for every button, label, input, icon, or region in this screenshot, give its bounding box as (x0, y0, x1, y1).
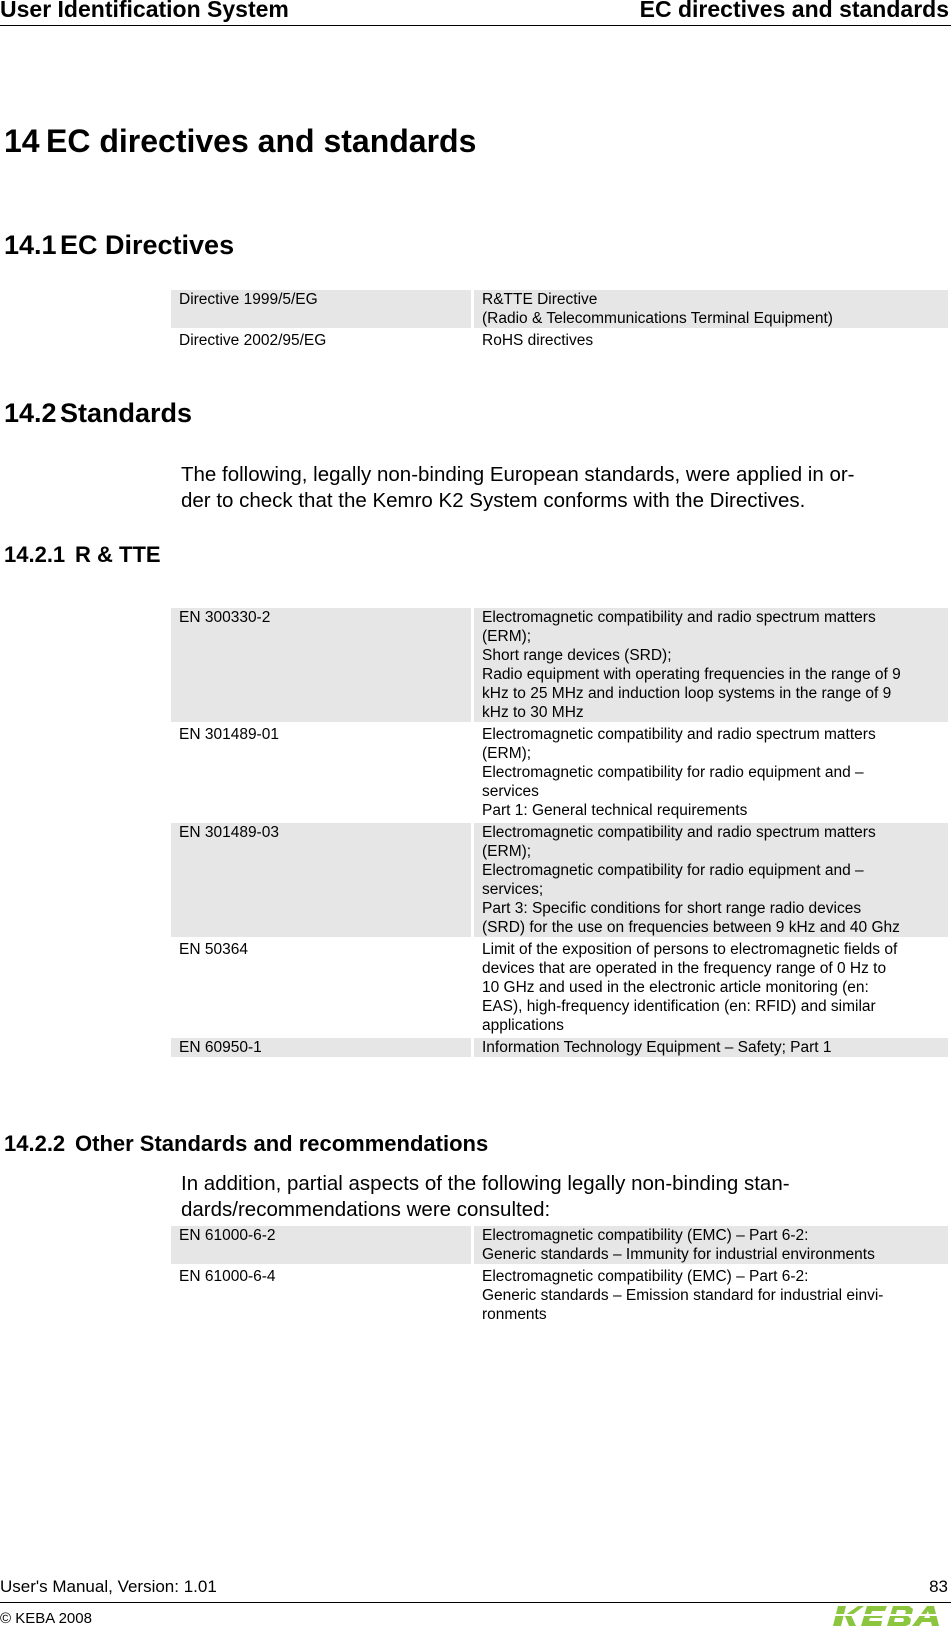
chapter-title: EC directives and standards (46, 123, 477, 159)
table-row (171, 331, 948, 353)
description-cell: Electromagnetic compatibility (EMC) – Part 6-2: Generic standards – Emission standard for industrial einvi- ronments (474, 1267, 948, 1327)
page-number: 83 (929, 1577, 948, 1596)
table-row (171, 1226, 948, 1267)
section-number: 14.2 (4, 398, 57, 428)
description-cell: Electromagnetic compatibility (EMC) – Part 6-2: Generic standards – Immunity for industrial environments (474, 1226, 948, 1267)
footer-manual-version: User's Manual, Version: 1.01 (0, 1577, 217, 1596)
rtte-standards-table (171, 608, 948, 1060)
header-section-title: EC directives and standards (639, 0, 949, 22)
chapter-heading (4, 123, 476, 160)
code-cell: EN 61000-6-4 (171, 1267, 474, 1327)
subsection-heading-other-standards (4, 1131, 488, 1157)
code-cell: EN 300330-2 (171, 608, 474, 725)
copyright: © KEBA 2008 (0, 1610, 92, 1627)
table-row (171, 823, 948, 940)
standards-intro: The following, legally non-binding European standards, were applied in or- der to check that the Kemro K2 System conforms with the Directives. (181, 463, 855, 512)
subsection-title: Other Standards and recommendations (75, 1131, 489, 1156)
other-standards-table (171, 1226, 948, 1327)
table-row (171, 1038, 948, 1060)
ec-directives-table (171, 290, 948, 353)
code-cell: EN 61000-6-2 (171, 1226, 474, 1267)
other-standards-intro: In addition, partial aspects of the following legally non-binding stan- dards/recommendations were consulted: (181, 1172, 790, 1221)
header-title: User Identification System (0, 0, 289, 22)
code-cell: Directive 2002/95/EG (171, 331, 474, 353)
keba-logo (830, 1603, 948, 1634)
description-cell: Electromagnetic compatibility and radio spectrum matters (ERM); Electromagnetic compatibility for radio equipment and – services Part 1: General technical requirements (474, 725, 948, 823)
section-title: EC Directives (60, 230, 235, 260)
subsection-number: 14.2.1 (4, 542, 66, 567)
section-title: Standards (60, 398, 193, 428)
code-cell: EN 50364 (171, 940, 474, 1038)
header-rule (0, 25, 951, 26)
section-heading-ec-directives (4, 230, 234, 261)
subsection-title: R & TTE (75, 542, 161, 567)
description-cell: RoHS directives (474, 331, 948, 353)
table-row (171, 725, 948, 823)
description-cell: Electromagnetic compatibility and radio spectrum matters (ERM); Short range devices (SRD); Radio equipment with operating frequencies in the range of 9 kHz to 25 MHz and induction loop systems in the range of 9 kHz to 30 MHz (474, 608, 948, 725)
code-cell: EN 301489-01 (171, 725, 474, 823)
subsection-heading-rtte (4, 542, 161, 568)
footer-rule (0, 1602, 951, 1603)
code-cell: Directive 1999/5/EG (171, 290, 474, 331)
code-cell: EN 301489-03 (171, 823, 474, 940)
code-cell: EN 60950-1 (171, 1038, 474, 1060)
keba-logo-graphic (830, 1603, 948, 1629)
table-row (171, 1267, 948, 1327)
description-cell: Electromagnetic compatibility and radio spectrum matters (ERM); Electromagnetic compatibility for radio equipment and – services; Part 3: Specific conditions for short range radio devices (SRD) for the use on frequencies between 9 kHz and 40 Ghz (474, 823, 948, 940)
chapter-number: 14 (4, 123, 40, 159)
description-cell: Limit of the exposition of persons to electromagnetic fields of devices that are operated in the frequency range of 0 Hz to 10 GHz and used in the electronic article monitoring (en: EAS), high-frequency identification (en: RFID) and similar applications (474, 940, 948, 1038)
subsection-number: 14.2.2 (4, 1131, 66, 1156)
table-row (171, 940, 948, 1038)
description-cell: R&TTE Directive (Radio & Telecommunications Terminal Equipment) (474, 290, 948, 331)
section-number: 14.1 (4, 230, 57, 260)
table-row (171, 608, 948, 725)
table-row (171, 290, 948, 331)
description-cell: Information Technology Equipment – Safety; Part 1 (474, 1038, 948, 1060)
section-heading-standards (4, 398, 192, 429)
